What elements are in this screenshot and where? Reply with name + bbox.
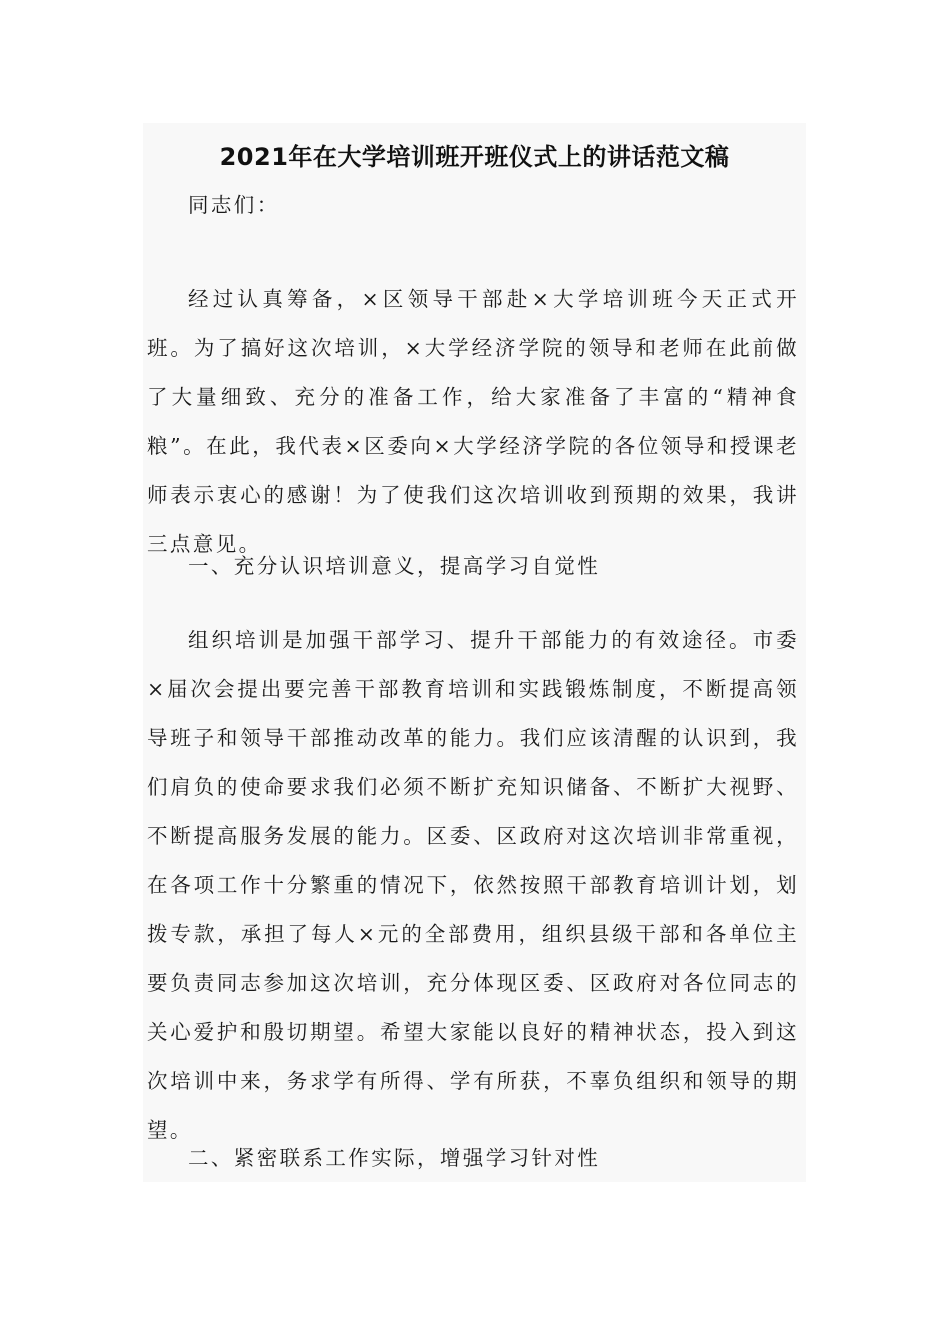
section-2-heading: 二、紧密联系工作实际，增强学习针对性 [188, 1146, 601, 1170]
intro-paragraph: 经过认真筹备，×区领导干部赴×大学培训班今天正式开班。为了搞好这次培训，×大学经济学院的领导和老师在此前做了大量细致、充分的准备工作，给大家准备了丰富的“精神食粮”。在此，我代表×区委向×大学经济学院的各位领导和授课老师表示衷心的感谢！为了使我们这次培训收到预期的效果，我讲三点意见。 [147, 287, 799, 556]
salutation: 同志们： [188, 193, 280, 217]
document-title: 2021年在大学培训班开班仪式上的讲话范文稿 [219, 143, 730, 171]
section-1-heading: 一、充分认识培训意义，提高学习自觉性 [188, 554, 601, 578]
section-1-paragraph: 组织培训是加强干部学习、提升干部能力的有效途径。市委×届次会提出要完善干部教育培训和实践锻炼制度，不断提高领导班子和领导干部推动改革的能力。我们应该清醒的认识到，我们肩负的使命要求我们必须不断扩充知识储备、不断扩大视野、不断提高服务发展的能力。区委、区政府对这次培训非常重视，在各项工作十分繁重的情况下，依然按照干部教育培训计划，划拨专款，承担了每人×元的全部费用，组织县级干部和各单位主要负责同志参加这次培训，充分体现区委、区政府对各位同志的关心爱护和殷切期望。希望大家能以良好的精神状态，投入到这次培训中来，务求学有所得、学有所获，不辜负组织和领导的期望。 [147, 628, 799, 1142]
document-page [143, 123, 806, 1182]
